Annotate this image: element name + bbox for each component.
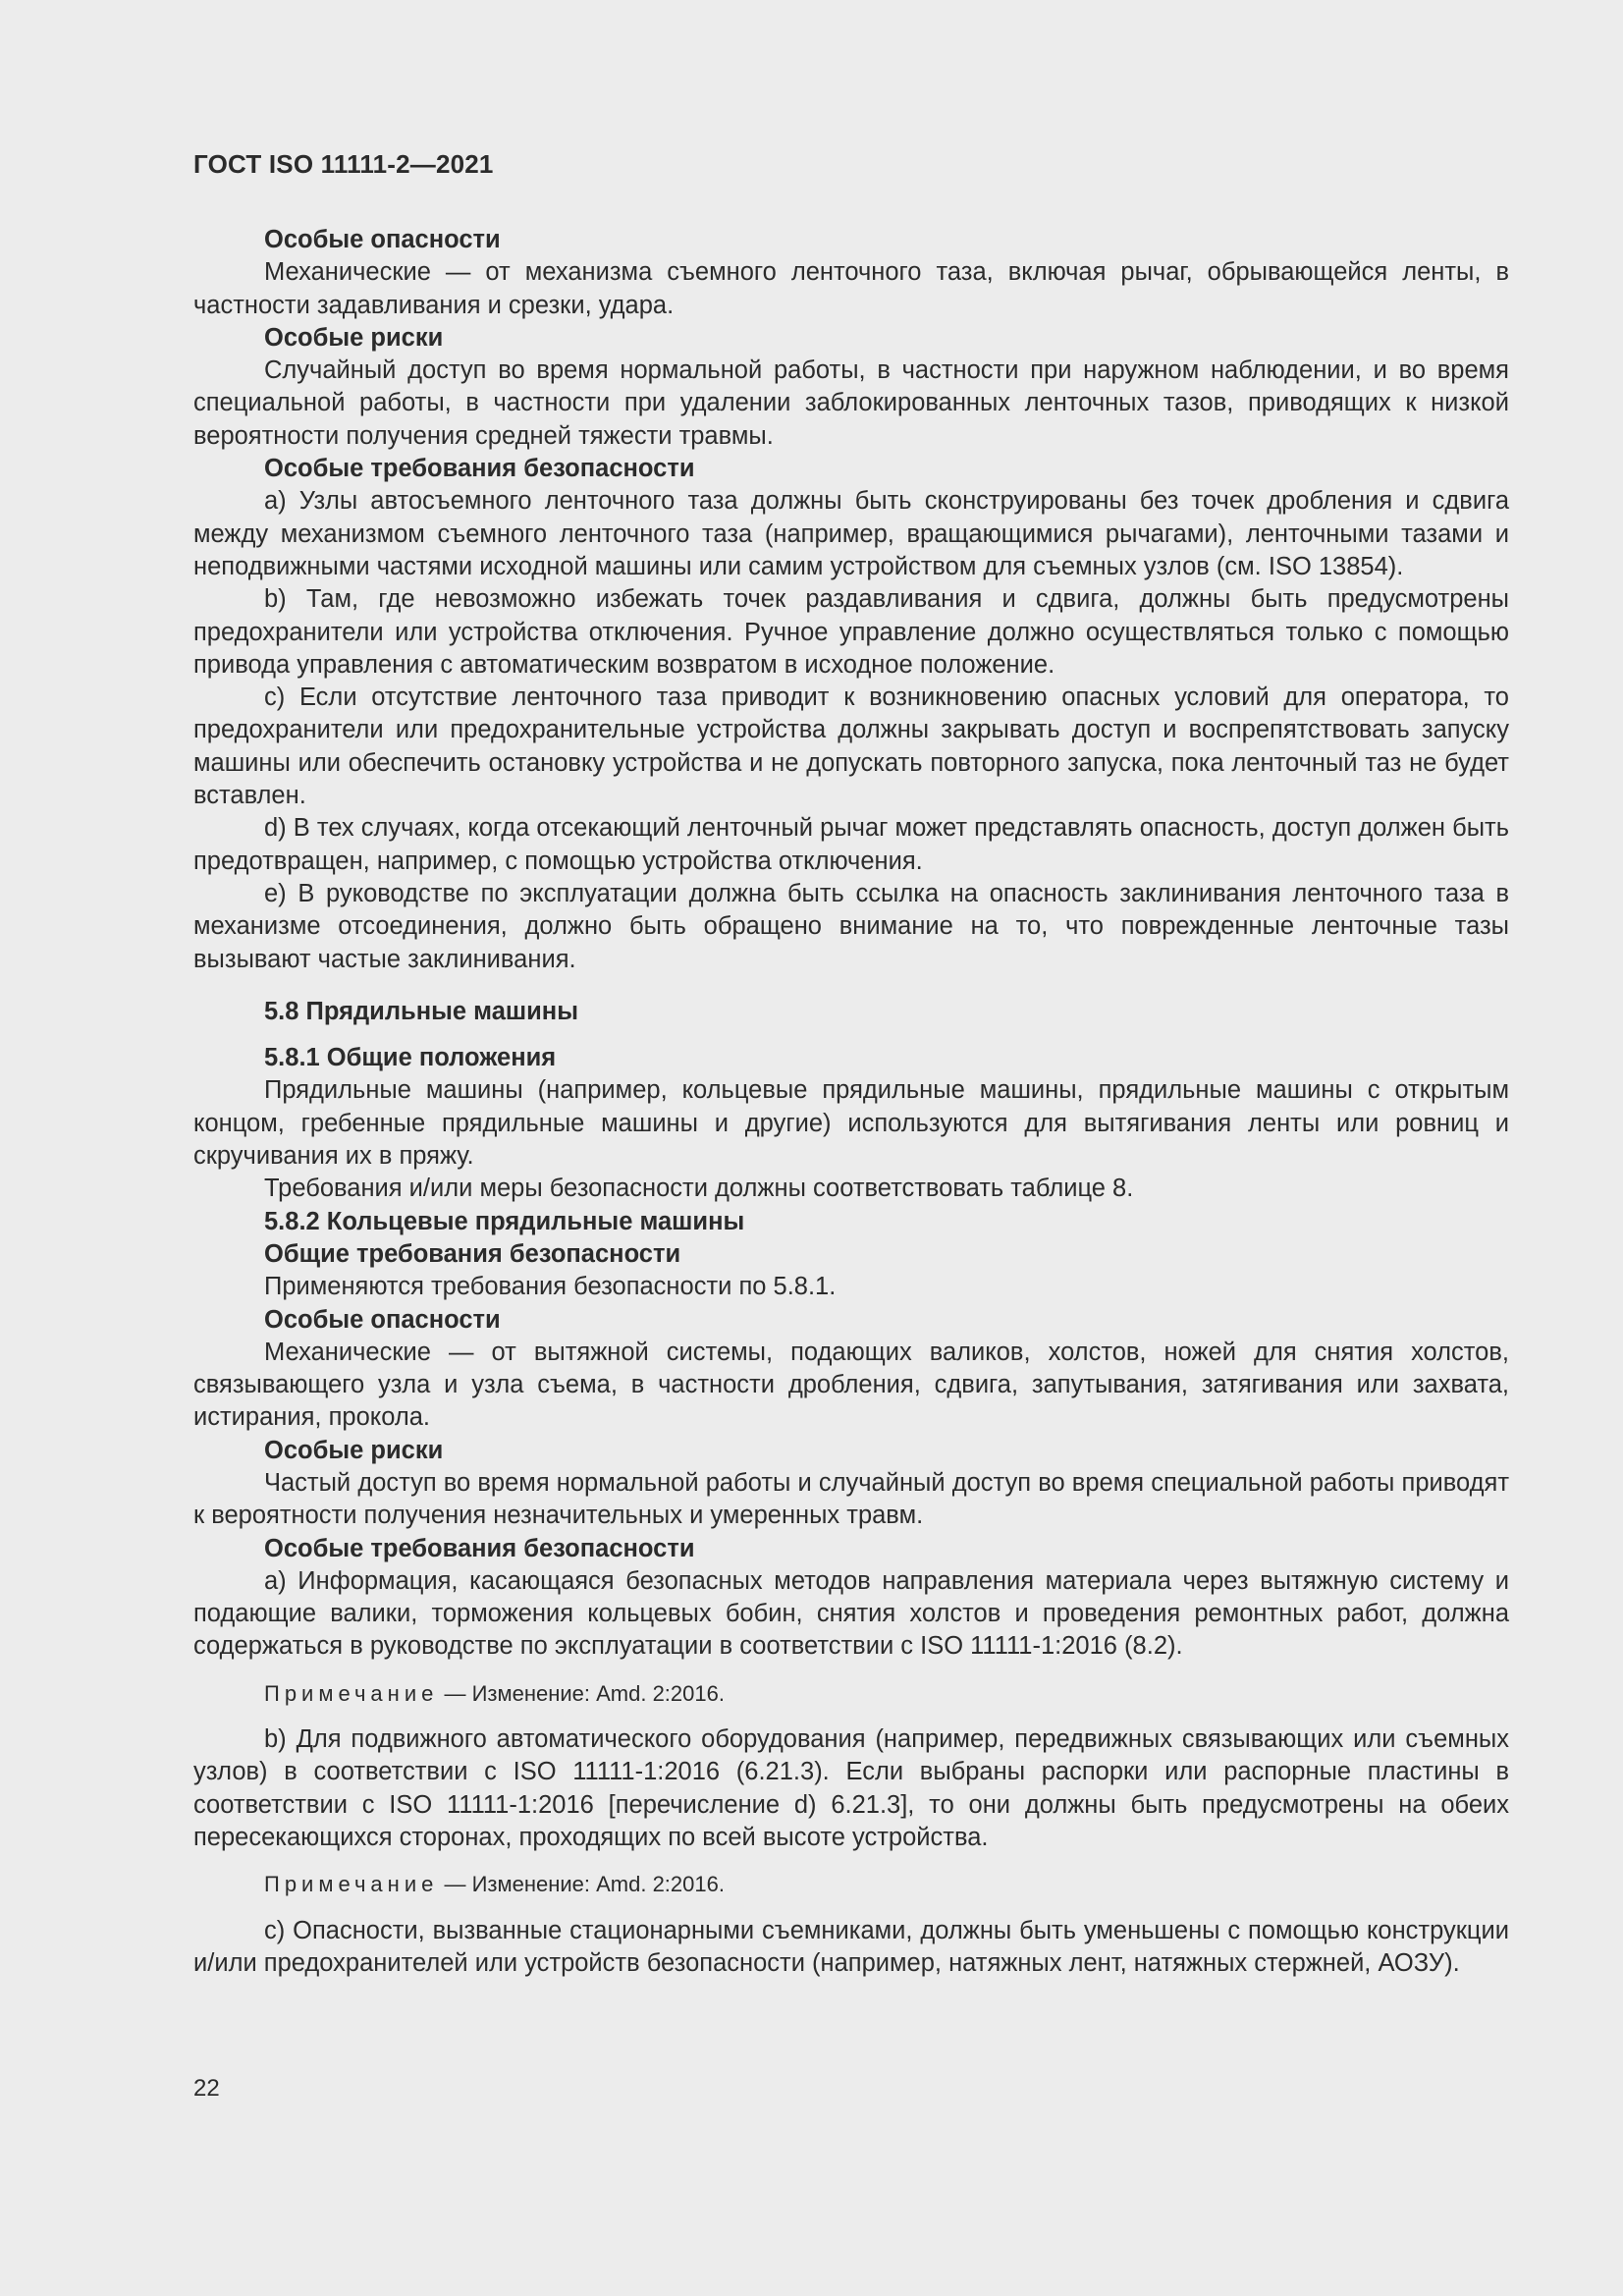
paragraph: c) Если отсутствие ленточного таза приводит к возникновению опасных условий для оператора, то предохранители или предохранительные устройства должны закрывать доступ и воспрепятствовать запуску машины или обеспечить остановку устройства и не допускать повторного запуска, пока ленточный таз не будет вставлен. <box>193 683 1509 810</box>
paragraph: Механические — от вытяжной системы, подающих валиков, холстов, ножей для снятия холстов, связывающего узла и узла съема, в частности дробления, сдвига, запутывания, затягивания или захвата, истирания, прокола. <box>193 1338 1509 1432</box>
subheading: Особые риски <box>264 323 444 352</box>
paragraph: c) Опасности, вызванные стационарными съемниками, должны быть уменьшены с помощью конструкции и/или предохранителей или устройств безопасности (например, натяжных лент, натяжных стержней, АОЗУ). <box>193 1916 1509 1977</box>
subheading: Особые опасности <box>264 226 501 253</box>
paragraph: Применяются требования безопасности по 5.8.1. <box>264 1273 837 1301</box>
paragraph: Требования и/или меры безопасности должны соответствовать таблице 8. <box>264 1175 1134 1203</box>
subheading: Особые требования безопасности <box>264 1534 695 1562</box>
subheading: Особые требования безопасности <box>264 455 695 483</box>
document-body <box>193 224 1509 1980</box>
note-text: — Изменение: Amd. 2:2016. <box>438 1680 725 1706</box>
note <box>193 1868 1509 1900</box>
subheading: Особые опасности <box>264 1305 501 1334</box>
paragraph: Случайный доступ во время нормальной работы, в частности при наружном наблюдении, и во время специальной работы, в частности при удалении заблокированных ленточных тазов, приводящих к низкой вероятности получения средней тяжести травмы. <box>193 356 1509 450</box>
subheading: 5.8.1 Общие положения <box>264 1044 557 1072</box>
page-number: 22 <box>193 2075 220 2102</box>
note <box>193 1677 1509 1710</box>
paragraph: a) Информация, касающаяся безопасных методов направления материала через вытяжную систему и подающие валики, торможения кольцевых бобин, снятия холстов и проведения ремонтных работ, должна содержаться в руководстве по эксплуатации в соответствии с ISO 11111-1:2016 (8.2). <box>193 1566 1509 1661</box>
document-header: ГОСТ ISO 11111-2—2021 <box>193 149 494 179</box>
paragraph: a) Узлы автосъемного ленточного таза должны быть сконструированы без точек дробления и сдвига между механизмом съемного ленточного таза (например, вращающимися рычагами), ленточными тазами и неподвижными частями исходной машины или самим устройством для съемных узлов (см. ISO 13854). <box>193 487 1509 580</box>
paragraph: Частый доступ во время нормальной работы и случайный доступ во время специальной работы приводят к вероятности получения незначительных и умеренных травм. <box>193 1468 1509 1530</box>
paragraph: e) В руководстве по эксплуатации должна быть ссылка на опасность заклинивания ленточного таза в механизме отсоединения, должно быть обращено внимание на то, что поврежденные ленточные тазы вызывают частые заклинивания. <box>193 879 1509 973</box>
section-heading: 5.8 Прядильные машины <box>264 997 578 1025</box>
subheading: 5.8.2 Кольцевые прядильные машины <box>264 1207 745 1235</box>
paragraph: b) Там, где невозможно избежать точек раздавливания и сдвига, должны быть предусмотрены предохранители или устройства отключения. Ручное управление должно осуществляться только с помощью привода управления с автоматическим возвратом в исходное положение. <box>193 585 1509 679</box>
paragraph: Механические — от механизма съемного ленточного таза, включая рычаг, обрывающейся ленты, в частности задавливания и срезки, удара. <box>193 258 1509 319</box>
note-text: — Изменение: Amd. 2:2016. <box>438 1872 725 1897</box>
paragraph: d) В тех случаях, когда отсекающий ленточный рычаг может представлять опасность, доступ должен быть предотвращен, например, с помощью устройства отключения. <box>193 814 1509 875</box>
note-label: Примечание <box>264 1680 439 1706</box>
subheading: Общие требования безопасности <box>264 1239 681 1268</box>
subheading: Особые риски <box>264 1436 444 1464</box>
paragraph: Прядильные машины (например, кольцевые прядильные машины, прядильные машины с открытым концом, гребенные прядильные машины и другие) используются для вытягивания ленты или ровниц и скручивания их в пряжу. <box>193 1076 1509 1171</box>
paragraph: b) Для подвижного автоматического оборудования (например, передвижных связывающих или съемных узлов) в соответствии с ISO 11111-1:2016 (6.21.3). Если выбраны распорки или распорные пластины в соответствии с ISO 11111-1:2016 [перечисление d) 6.21.3], то они должны быть предусмотрены на обеих пересекающихся сторонах, проходящих по всей высоте устройства. <box>193 1725 1509 1851</box>
note-label: Примечание <box>264 1872 439 1897</box>
